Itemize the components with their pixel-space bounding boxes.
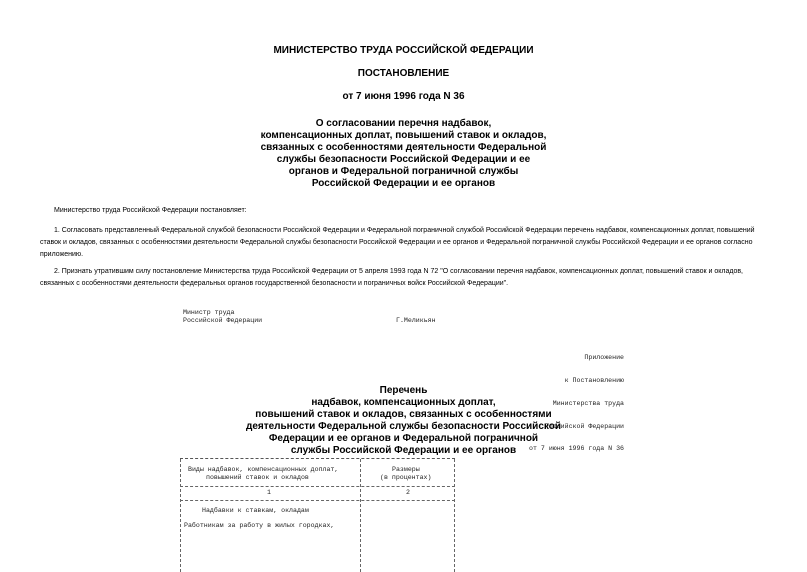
table-col2-number: 2 xyxy=(406,489,410,496)
table-border-left xyxy=(180,459,181,572)
allowance-table xyxy=(180,458,455,572)
doc-title-line: органов и Федеральной пограничной службы xyxy=(288,166,519,177)
paragraph-line: 2. Признать утратившим силу постановление Министерства труда Российской Федерации от 5 апреля 1993 года N 72 "О согласовании перечня надбавок, компенсационных доплат, повышений ставок и окладов, xyxy=(54,268,743,275)
table-border-right xyxy=(454,459,455,572)
doc-title-line: службы безопасности Российской Федерации и ее xyxy=(276,154,531,165)
paragraph-line: 1. Согласовать представленный Федеральной службой безопасности Российской Федерации и Федеральной пограничной службой Российской Федерации перечень надбавок, компенсационных доплат, повышений xyxy=(54,227,755,234)
table-number-divider xyxy=(180,500,455,501)
table-col2-header: Размеры xyxy=(392,466,420,473)
paragraph-line: приложению. xyxy=(40,251,84,258)
appendix-line: Министерства труда xyxy=(552,399,624,407)
table-col1-header: Виды надбавок, компенсационных доплат, xyxy=(188,466,339,473)
doc-title-line: Российской Федерации и ее органов xyxy=(311,178,496,189)
table-section-heading: Надбавки к ставкам, окладам xyxy=(202,507,309,514)
doc-title-line: связанных с особенностями деятельности Федеральной xyxy=(260,142,547,153)
doc-title xyxy=(0,118,807,190)
signature-name: Г.Меликьян xyxy=(396,317,436,324)
table-border-middle xyxy=(360,459,361,572)
list-title xyxy=(0,385,807,457)
appendix-line: от 7 июня 1996 года N 36 xyxy=(529,445,624,453)
list-title-line: повышений ставок и окладов, связанных с особенностями xyxy=(255,409,552,420)
ministry-heading: МИНИСТЕРСТВО ТРУДА РОССИЙСКОЙ ФЕДЕРАЦИИ xyxy=(273,45,534,56)
paragraph-1 xyxy=(40,225,780,261)
list-title-line: Федерации и ее органов и Федеральной пограничной xyxy=(268,433,539,444)
list-title-line: Перечень xyxy=(379,385,428,396)
paragraph-2 xyxy=(40,266,780,290)
doc-type-heading: ПОСТАНОВЛЕНИЕ xyxy=(357,68,450,79)
paragraph-line: ставок и окладов, связанных с особенностями деятельности Федеральной службы безопасности Российской Федерации и ее органов и Федеральной пограничной службы Российской Федерации и ее органов согласно xyxy=(40,239,753,246)
list-title-line: надбавок, компенсационных доплат, xyxy=(311,397,496,408)
table-col1-number: 1 xyxy=(267,489,271,496)
doc-title-line: О согласовании перечня надбавок, xyxy=(315,118,492,129)
appendix-line: Приложение xyxy=(584,354,624,362)
list-title-line: службы Российской Федерации и ее органов xyxy=(290,445,517,456)
appendix-line: Российской Федерации xyxy=(544,422,624,430)
table-row: Работникам за работу в жилых городках, xyxy=(184,522,335,529)
doc-date: от 7 июня 1996 года N 36 xyxy=(342,91,465,102)
appendix-line: к Постановлению xyxy=(564,376,624,384)
paragraph-line: связанных с особенностями деятельности федеральных органов государственной безопасности и пограничных войск Российской Федерации". xyxy=(40,280,509,287)
intro-paragraph: Министерство труда Российской Федерации постановляет: xyxy=(54,207,247,214)
table-col2-header: (в процентах) xyxy=(380,474,432,481)
list-title-line: деятельности Федеральной службы безопасности Российской xyxy=(245,421,562,432)
signature-role-line2: Российской Федерации xyxy=(183,317,263,324)
table-header-divider xyxy=(180,486,455,487)
table-col1-header: повышений ставок и окладов xyxy=(206,474,309,481)
doc-title-line: компенсационных доплат, повышений ставок и окладов, xyxy=(260,130,547,141)
signature-role-line1: Министр труда xyxy=(183,309,235,316)
